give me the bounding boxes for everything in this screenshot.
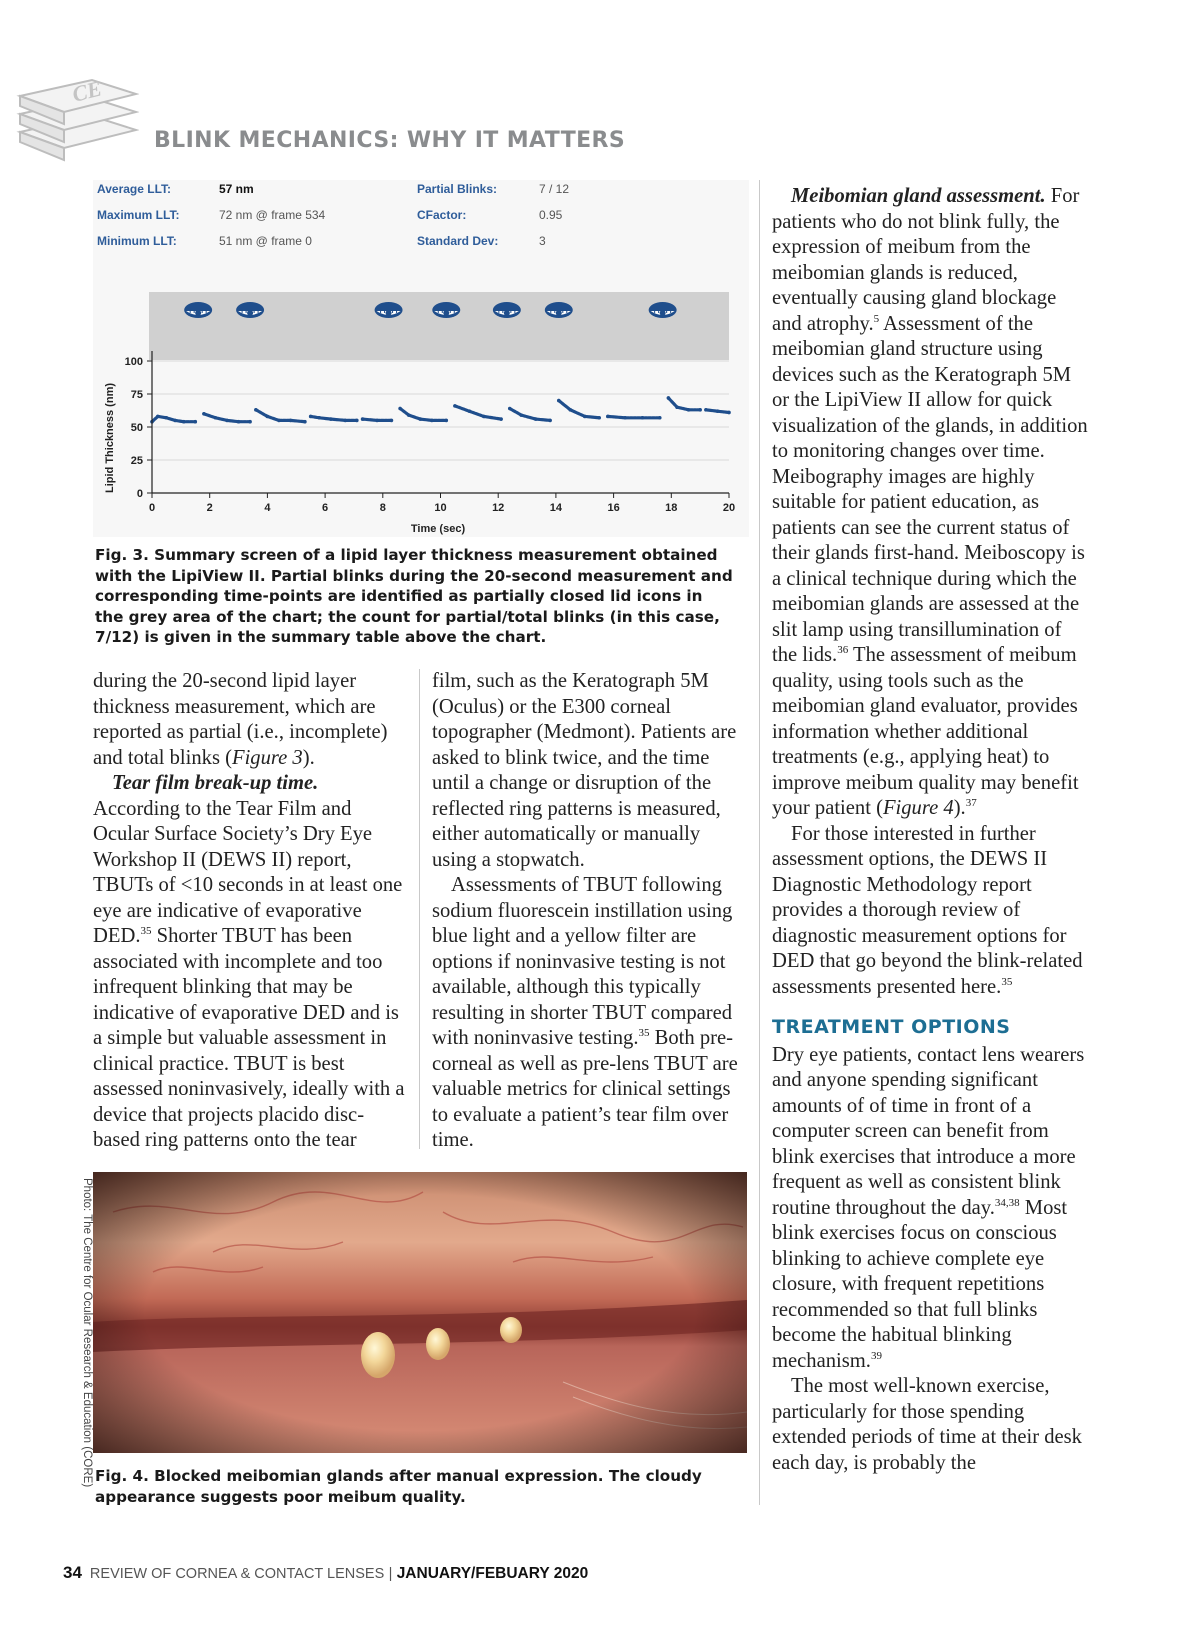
data-point: [499, 417, 503, 421]
y-axis-label: Lipid Thickness (nm): [104, 382, 116, 494]
column-divider: [759, 180, 760, 1505]
data-point: [214, 416, 218, 420]
y-tick-label: 25: [130, 455, 143, 467]
data-point: [727, 411, 731, 415]
summary-value: 7 / 12: [539, 182, 570, 196]
section-heading: TREATMENT OPTIONS: [772, 1016, 1011, 1038]
data-point: [667, 396, 671, 400]
figure-4-photo: [93, 1172, 747, 1453]
partial-blink-icon: [649, 302, 677, 318]
data-point: [444, 419, 448, 423]
data-point: [698, 408, 702, 412]
paragraph: Meibomian gland assessment. For patients who do not blink fully, the expression of meibum from the meibomian glands is reduced, eventually causing gland blockage and atrophy.$^5$ Assessment of the meibomian gland structure using devices such as the Keratograph 5M or the LipiView II allow for quick visualization of the glands, in addition to monitoring changes over time. Meibography images are highly suitable for patient education, as patients can see the current status of their glands first-hand. Meiboscopy is a clinical technique during which the meibomian glands are assessed at the slit lamp using transillumination of the lids.$^{36}$ The assessment of meibum quality, using tools such as the meibomian gland evaluator, provides information whether additional treatments (e.g., applying heat) to improve meibum quality may benefit your patient (Figure 4).$^{37}$: [772, 185, 1088, 819]
data-point: [583, 415, 587, 419]
data-point: [508, 407, 512, 411]
paragraph: Tear film break-up time. According to the Tear Film and Ocular Surface Society’s Dry Eye Workshop II (DEWS II) report, TBUTs of <10 seconds in at least one eye are indicative of evaporative DED.$^{35}$ Shorter TBUT has been associated with incomplete and too infrequent blinking that may be indicative of evaporative DED and is a simple but valuable assessment in clinical practice. TBUT is best assessed noninvasively, ideally with a device that projects placido disc-based ring patterns onto the tear: [93, 772, 405, 1151]
partial-blink-icon: [236, 302, 264, 318]
data-point: [482, 415, 486, 419]
data-point: [303, 420, 307, 424]
partial-blink-icon: [432, 302, 460, 318]
data-point: [156, 415, 160, 419]
paragraph: Dry eye patients, contact lens wearers and anyone spending significant amounts of of time in front of a computer screen can benefit from blink exercises that introduce a more frequent as well as consistent blink routine throughout the day.$^{34,38}$ Most blink exercises focus on conscious blinking to achieve complete eye closure, with frequent repetitions recommended so that full blinks become the habitual blinking mechanism.$^{39}$: [772, 1043, 1085, 1372]
data-point: [173, 419, 177, 423]
summary-value: 72 nm @ frame 534: [219, 208, 326, 222]
page-footer: 34 REVIEW OF CORNEA & CONTACT LENSES | JANUARY/FEBUARY 2020: [63, 1563, 589, 1582]
magazine-name: REVIEW OF CORNEA & CONTACT LENSES: [89, 1566, 385, 1582]
section-title: BLINK MECHANICS: WHY IT MATTERS: [154, 128, 626, 153]
data-point: [361, 417, 365, 421]
y-tick-label: 50: [130, 422, 143, 434]
data-point: [225, 419, 229, 423]
data-point: [318, 416, 322, 420]
summary-value: 0.95: [539, 208, 563, 222]
summary-label: Maximum LLT:: [97, 208, 180, 222]
paragraph: film, such as the Keratograph 5M (Oculus) or the E300 corneal topographer (Medmont). Patients are asked to blink twice, and the time until a change or disruption of the reflected ring patterns is measured, either automatically or manually using a stopwatch.: [432, 670, 737, 871]
data-point: [343, 419, 347, 423]
data-point: [453, 404, 457, 408]
x-axis-label: Time (sec): [410, 523, 466, 535]
series-line: [608, 416, 660, 417]
column-divider: [419, 669, 420, 1149]
x-tick-label: 6: [322, 502, 329, 514]
data-point: [407, 413, 411, 417]
data-point: [419, 417, 423, 421]
data-point: [398, 407, 402, 411]
figure-3-caption: Fig. 3. Summary screen of a lipid layer thickness measurement obtained with the LipiView II. Partial blinks during the 20-second measurement and corresponding time-points are identified as partially closed lid icons in the grey area of the chart; the count for partial/total blinks (in this case, 7/12) is given in the summary table above the chart.: [95, 546, 733, 646]
data-point: [277, 419, 281, 423]
data-point: [658, 416, 662, 420]
summary-label: CFactor:: [417, 208, 467, 222]
data-point: [519, 413, 523, 417]
y-tick-label: 75: [130, 389, 143, 401]
summary-label: Partial Blinks:: [417, 182, 498, 196]
summary-value: 51 nm @ frame 0: [219, 234, 312, 248]
data-point: [704, 408, 708, 412]
photo-credit: Photo: The Centre for Ocular Research & Education (CORE): [81, 1178, 93, 1488]
data-point: [202, 412, 206, 416]
figure-4-caption: Fig. 4. Blocked meibomian glands after manual expression. The cloudy appearance suggests poor meibum quality.: [95, 1467, 702, 1506]
paragraph: For those interested in further assessment options, the DEWS II Diagnostic Methodology report provides a thorough review of diagnostic measurement options for DED that go beyond the blink-related assessments presented here.$^{35}$: [772, 822, 1083, 998]
data-point: [534, 417, 538, 421]
x-tick-label: 8: [379, 502, 386, 514]
data-point: [557, 399, 561, 403]
x-tick-label: 2: [206, 502, 213, 514]
summary-label: Average LLT:: [97, 182, 172, 196]
data-point: [182, 420, 186, 424]
summary-value: 3: [539, 234, 546, 248]
data-point: [716, 409, 720, 413]
data-point: [468, 409, 472, 413]
summary-value: 57 nm: [219, 182, 254, 196]
partial-blink-icon: [184, 302, 212, 318]
data-point: [309, 415, 313, 419]
data-point: [237, 420, 241, 424]
data-point: [254, 408, 258, 412]
x-tick-label: 16: [607, 502, 620, 514]
logo-text: CE: [69, 75, 105, 107]
data-point: [390, 419, 394, 423]
text-column-2: [432, 669, 744, 1154]
data-point: [266, 415, 270, 419]
data-point: [675, 405, 679, 409]
partial-blink-icon: [375, 302, 403, 318]
partial-blink-icon: [493, 302, 521, 318]
data-point: [375, 419, 379, 423]
data-point: [165, 416, 169, 420]
issue-date: JANUARY/FEBUARY 2020: [396, 1565, 589, 1582]
x-tick-label: 4: [264, 502, 271, 514]
y-tick-label: 0: [136, 488, 143, 500]
data-point: [193, 420, 197, 424]
data-point: [329, 417, 333, 421]
x-tick-label: 14: [549, 502, 563, 514]
summary-label: Minimum LLT:: [97, 234, 177, 248]
data-point: [289, 419, 293, 423]
blink-band: [149, 292, 729, 360]
data-point: [623, 416, 627, 420]
data-point: [687, 408, 691, 412]
figure-3-chart: [93, 180, 749, 537]
paragraph: during the 20-second lipid layer thickness measurement, which are reported as partial (i.e., incomplete) and total blinks (Figure 3).: [93, 670, 388, 769]
ce-logo: [14, 70, 139, 170]
data-point: [248, 420, 252, 424]
data-point: [597, 416, 601, 420]
paragraph: Assessments of TBUT following sodium fluorescein instillation using blue light and a yellow filter are options if noninvasive testing is not available, although this typically resulting in shorter TBUT compared with noninvasive testing.$^{35}$ Both pre-corneal as well as pre-lens TBUT are valuable metrics for clinical settings to evaluate a patient’s tear film over time.: [432, 874, 738, 1151]
data-point: [355, 419, 359, 423]
summary-label: Standard Dev:: [417, 234, 499, 248]
x-tick-label: 18: [665, 502, 678, 514]
data-point: [606, 415, 610, 419]
x-tick-label: 12: [492, 502, 505, 514]
x-tick-label: 0: [148, 502, 156, 514]
text-column-1: [93, 669, 405, 1154]
data-point: [641, 416, 645, 420]
data-point: [430, 419, 434, 423]
paragraph: The most well-known exercise, particularly for those spending extended periods of time at their desk each day, is probably the: [772, 1375, 1082, 1474]
partial-blink-icon: [545, 302, 573, 318]
data-point: [569, 408, 573, 412]
x-tick-label: 20: [722, 502, 736, 514]
y-tick-label: 100: [124, 356, 143, 368]
page-number: 34: [63, 1563, 82, 1582]
x-tick-label: 10: [434, 502, 447, 514]
text-column-3: [772, 184, 1090, 1476]
data-point: [548, 419, 552, 423]
